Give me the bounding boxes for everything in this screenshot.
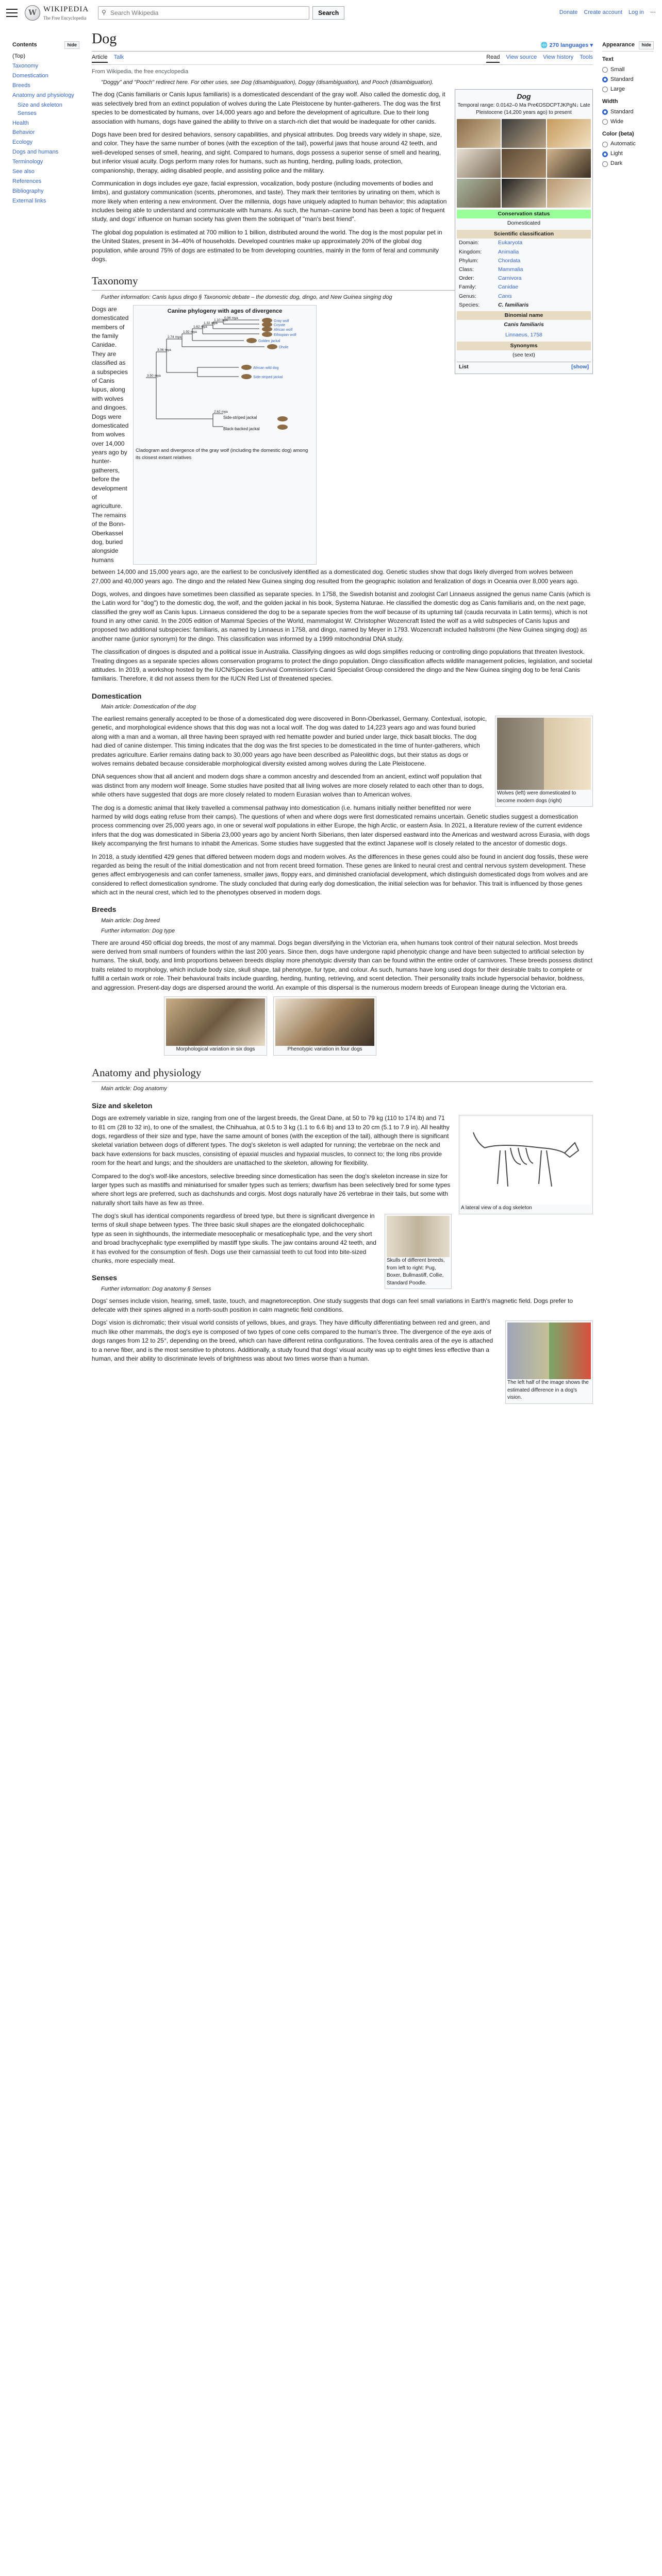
section-heading-senses: Senses (92, 1274, 118, 1282)
section-heading-breeds: Breeds (92, 905, 117, 914)
size-paragraph-1: Dogs are extremely variable in size, ranging from one of the largest breeds, the Great Dane, at 50 to 79 kg (110 to 174 lb) and 71 to 81 cm (28 to 32 in), to one of the smallest, the Chihuahua, at 0.5 to 3 kg (1.1 to 6.6 lb) and 13 to 20 cm (5.1 to 7.9 in). All healthy dogs, regardless of their size and type, have the same amount of bones (with the exception of the tail), although there is significant skeletal variation between dogs of different types. The dog's skeleton is well adapted for running; the vertebrae on the neck and back have extensions for back muscles, consisting of epaxial muscles and hypaxial muscles, to connect to; the long ribs provide room for the heart and lungs; and the shoulders are unattached to the skeleton, allowing for flexibility. (92, 1114, 450, 1167)
divergence-age-label: 1.32 mya (204, 321, 218, 325)
tab-tools[interactable]: Tools (580, 54, 593, 60)
phenotypic-caption: Phenotypic variation in four dogs (287, 1046, 362, 1052)
toc-item-external-links[interactable]: External links (12, 198, 46, 204)
user-links (559, 9, 656, 17)
phenotypic-figure[interactable] (273, 996, 376, 1056)
infobox-image-grid[interactable] (457, 119, 591, 208)
svg-text:Side-striped jackal: Side-striped jackal (223, 415, 257, 420)
taxonomy-paragraph-1: between 14,000 and 15,000 years ago, are the earliest to be conclusively identified as a domesticated dog. Genetic studies show that dogs likely diverged from wolves between 27,000 and 40,000 years ago. The dingo and the related New Guinea singing dog resulted from the geographic isolation and feralization of dogs in Oceania over 8,000 years ago. (92, 568, 579, 585)
text-standard-radio[interactable]: Standard (602, 76, 654, 84)
language-button[interactable]: 🌐 270 languages ▾ (540, 42, 593, 48)
toc-item-dogs-and-humans[interactable]: Dogs and humans (12, 149, 59, 156)
taxon-label[interactable]: Golden jackal (258, 339, 280, 343)
page-title: Dog (92, 31, 117, 47)
toc-item-anatomy[interactable]: Anatomy and physiology (12, 92, 74, 98)
domestication-paragraph-1: The earliest remains generally accepted to be those of a domesticated dog were discovered in Bonn-Oberkassel, Germany. Contextual, isotopic, genetic, and morphological evidence shows that this dog was not a local wolf. The dog was dated to 14,223 years ago and was found buried along with a man and a woman, all three having been sprayed with red hematite powder and buried under large, thick basalt blocks. The dog had died of canine distemper. This timing indicates that the dog was the first species to be domesticated in the time of hunter-gatherers, which predates agriculture. Earlier remains dating back to 30,000 years ago have been described as Paleolithic dogs, but their status as dogs or wolves remains debated because considerable morphological diversity existed among wolves during the Late Pleistocene. (92, 715, 487, 768)
toc-hide-button[interactable]: hide (64, 41, 79, 49)
toc-item-see-also[interactable]: See also (12, 168, 35, 175)
synonyms-band: Synonyms (457, 342, 591, 350)
dog-skeleton-drawing (469, 1122, 583, 1199)
size-paragraph-3: The dog's skull has identical components regardless of breed type, but there is significant divergence in terms of skull shape between types. The three basic skull shapes are the elongated dolichocephalic type as seen in sighthounds, the intermediate mesocephalic or mesaticephalic type, and the very short and broad brachycephalic type exemplified by mastiff type skulls. The jaw contains around 42 teeth, and it has evolved for the consumption of flesh. Dogs use their carnassial teeth to cut food into bite-sized chunks, more especially meat. (92, 1212, 376, 1265)
text-size-label: Text (602, 56, 614, 62)
divergence-age-label: 2.74 mya (168, 335, 181, 339)
infobox (455, 89, 593, 374)
toc-title: Contents (12, 42, 37, 48)
taxonomy-further-info: Further information: Canis lupus dingo § Taxonomic debate – the domestic dog, dingo, and New Guinea singing dog (101, 294, 392, 300)
text-large-radio[interactable]: Large (602, 86, 654, 94)
skeleton-image (461, 1117, 591, 1205)
taxon-label[interactable]: African wolf (274, 328, 293, 332)
infobox-title: Dog (517, 92, 531, 101)
skeleton-caption: A lateral view of a dog skeleton (461, 1205, 532, 1211)
morphological-figure[interactable] (164, 996, 267, 1056)
text-small-radio[interactable]: Small (602, 66, 654, 74)
taxon-row-phylum: Phylum: Chordata (459, 257, 521, 264)
search-input[interactable] (109, 9, 306, 17)
toc-item-taxonomy[interactable]: Taxonomy (12, 62, 39, 69)
taxon-row-order: Order: Carnivora (459, 275, 522, 282)
create-account-link[interactable]: Create account (584, 9, 623, 16)
search-box (98, 6, 309, 20)
donate-link[interactable]: Donate (559, 9, 578, 16)
intro-paragraph-1: The dog (Canis familiaris or Canis lupus familiaris) is a domesticated descendant of the gray wolf. Also called the domestic dog, it was selectively bred from an extinct population of wolves during the Late Pleistocene by hunter-gatherers. The dog was the first species to be domesticated by humans, over 14,000 years ago and before the development of agriculture. Due to their long association with humans, dogs have gained the ability to thrive on a starch-rich diet that would be inadequate for other canids. (92, 91, 445, 125)
toc-item-top[interactable]: (Top) (12, 53, 26, 59)
domestication-paragraph-2: DNA sequences show that all ancient and modern dogs share a common ancestry and descended from an ancient, extinct wolf population that was distinct from any modern wolf lineage. Some studies have posited that all living wolves are more closely related to each other than to dogs, while others have suggested that dogs are more closely related to modern Eurasian wolves than to American wolves. (92, 773, 484, 799)
infobox-temporal-range: Temporal range: 0.0142–0 Ma Pre€OSDCPTJKPgN↓ Late Pleistocene (14,200 years ago) to present (457, 102, 590, 116)
divergence-age-label: 3.50 mya (147, 374, 161, 378)
anatomy-main-article: Main article: Dog anatomy (101, 1085, 167, 1092)
breeds-paragraph-1: There are around 450 official dog breeds, the most of any mammal. Dogs began diversifying in the Victorian era, when humans took control of their natural selection. Most breeds were derived from small numbers of founders within the last 200 years. Since then, dogs have undergone rapid phenotypic change and have been subjected to artificial selection by humans. The skull, body, and limb proportions between breeds display more phenotypic diversity than can be found within the entire order of carnivores. These breeds possess distinct traits related to morphology, which include body size, skull shape, tail phenotype, fur type, and colour. As such, humans have long used dogs for their desirable traits to complete or fulfill a certain work or role. Their behavioural traits include guarding, herding, hunting, retrieving, and scent detection. Their personality traits include hypersocial behavior, boldness, and aggression. Present-day dogs are dispersed around the world. An example of this dispersal is the numerous modern breeds of European lineage during the Victorian era. (92, 939, 593, 991)
tab-view-history[interactable]: View history (543, 54, 574, 60)
skeleton-figure[interactable] (459, 1115, 593, 1214)
list-show-toggle[interactable]: [show] (571, 364, 589, 370)
taxon-row-class: Class: Mammalia (459, 266, 523, 273)
toc-subitem-size[interactable]: Size and skeleton (18, 101, 62, 108)
globe-icon: W (25, 5, 40, 21)
taxonomy-side-text: Dogs are domesticated members of the family Canidae. They are classified as a subspecies of Canis lupus, along with wolves and dingoes. Dogs were domesticated from wolves over 14,000 years ago by hunter-gatherers, before the development of agriculture. The remains of the Bonn-Oberkassel dog, buried alongside humans (92, 305, 129, 564)
vision-caption: The left half of the image shows the estimated difference in a dog's vision. (507, 1380, 589, 1401)
toc-subitem-senses[interactable]: Senses (18, 110, 37, 116)
width-label: Width (602, 98, 618, 105)
binomial-name: Canis familiaris (504, 321, 544, 328)
morphological-image (166, 998, 265, 1046)
divergence-age-label: 1.92 mya (183, 330, 197, 334)
divergence-age-label: 0.96 mya (224, 316, 238, 320)
toc-item-bibliography[interactable]: Bibliography (12, 188, 44, 195)
toc-item-breeds[interactable]: Breeds (12, 82, 30, 89)
tab-read[interactable]: Read (486, 54, 500, 63)
breeds-further-info: Further information: Dog type (101, 927, 175, 934)
toc-item-references[interactable]: References (12, 178, 42, 185)
search-icon: ⚲ (102, 9, 106, 16)
classification-band: Scientific classification (457, 230, 591, 239)
page-tabs (92, 54, 593, 65)
toc-item-behavior[interactable]: Behavior (12, 129, 35, 136)
domestication-main-article: Main article: Domestication of the dog (101, 704, 196, 710)
article-content (92, 29, 593, 1408)
conservation-value: Domesticated (507, 219, 541, 226)
width-wide-radio[interactable]: Wide (602, 118, 654, 126)
toc-item-terminology[interactable]: Terminology (12, 159, 43, 165)
log-in-link[interactable]: Log in (628, 9, 644, 16)
appearance-panel (602, 41, 654, 170)
section-heading-anatomy: Anatomy and physiology (92, 1065, 593, 1082)
appearance-title: Appearance (602, 42, 635, 48)
section-heading-domestication: Domestication (92, 691, 142, 700)
more-options-icon[interactable]: ⋯ (650, 9, 656, 16)
synonyms-value: (see text) (512, 351, 535, 358)
wordmark-title: WIKIPEDIA (43, 5, 89, 13)
intro-paragraph-4: The global dog population is estimated at 700 million to 1 billion, distributed around the world. The dog is the most popular pet in the United States, present in 34–40% of households. Developed countries make up approximately 20% of the global dog population, while around 75% of dogs are estimated to be from developing countries, mainly in the form of feral and community dogs. (92, 228, 442, 263)
size-paragraph-2: Compared to the dog's wolf-like ancestors, selective breeding since domestication has seen the dog's skeleton increase in size for larger types such as mastiffs and miniaturised for smaller types such as terriers; dwarfism has been selectively bred for some types where short legs are preferred, such as dachshunds and corgis. Most dogs naturally have 26 vertebrae in their tails, but some with naturally short tails have as few as three. (92, 1172, 451, 1207)
domestication-paragraph-4: In 2018, a study identified 429 genes that differed between modern dogs and modern wolves. As the differences in these genes could also be found in ancient dog fossils, these were regarded as being the result of the initial domestication and not from recent breed formation. These genes are linked to neural crest and central nervous system development. These genes affect embryogenesis and can confer tameness, smaller jaws, floppy ears, and diminished craniofacial development, which distinguish domesticated dogs from wolves and are considered to reflect domestication syndrome. The study concluded that during early dog domestication, the initial selection was for behavior. This trait is influenced by those genes which act in the neural crest, which led to the phenotypes observed in modern dogs. (92, 853, 588, 896)
taxonomy-paragraph-3: The classification of dingoes is disputed and a political issue in Australia. Classifying dingoes as wild dogs simplifies reducing or controlling dingo populations that threaten livestock. Treating dingoes as a separate species allows conservation programs to protect the dingo population. Dingo classification affects wildlife management policies, legislation, and societal attitudes. In 2019, a workshop hosted by the IUCN/Species Survival Commission's Canid Specialist Group considered the dingo and the New Guinea singing dog to be feral Canis familiaris. Therefore, it did not assess them for the IUCN Red List of threatened species. (92, 648, 592, 683)
wordmark-subtitle: The Free Encyclopedia (43, 15, 87, 21)
section-heading-taxonomy: Taxonomy (92, 273, 593, 290)
cladogram (136, 316, 314, 445)
toc-item-domestication[interactable]: Domestication (12, 72, 48, 79)
appearance-hide-button[interactable]: hide (639, 41, 654, 49)
skulls-figure[interactable] (385, 1214, 452, 1289)
taxon-label[interactable]: Dhole (279, 345, 289, 349)
translate-icon: 🌐 (540, 42, 550, 48)
from-wikipedia: From Wikipedia, the free encyclopedia (92, 68, 189, 75)
section-heading-size: Size and skeleton (92, 1101, 153, 1110)
list-label: List (459, 364, 469, 370)
vision-figure[interactable] (505, 1320, 593, 1404)
divergence-age-label: 2.62 mya (214, 410, 228, 414)
skulls-caption: Skulls of different breeds, from left to right: Pug, Boxer, Bullmastiff, Collie, Standard Poodle. (387, 1258, 445, 1286)
senses-paragraph-1: Dogs' senses include vision, hearing, smell, taste, touch, and magnetoreception. One study suggests that dogs can feel small variations in Earth's magnetic field. Dogs prefer to defecate with their spines aligned in a north-south position in calm magnetic field conditions. (92, 1297, 573, 1314)
main-menu-icon[interactable] (6, 9, 18, 17)
color-automatic-radio[interactable]: Automatic (602, 140, 654, 148)
morphological-caption: Morphological variation in six dogs (176, 1046, 255, 1052)
divergence-age-label: 3.06 mya (157, 348, 171, 352)
breed-figure-row (164, 996, 593, 1056)
infobox-list (457, 362, 591, 372)
senses-paragraph-2: Dogs' vision is dichromatic; their visual world consists of yellows, blues, and grays. They have difficulty differentiating between red and green, and much like other mammals, the dog's eye is composed of two types of cone cells compared to the human's three. The divergence of the eye axis of dogs ranges from 12 to 25°, depending on the breed, which can have different retina configurations. The fovea centralis area of the eye is attached to a nerve fiber, and is the most sensitive to photons. Additionally, a study found that dogs' visual acuity was up to eight times less effective than a human, and their ability to discriminate levels of brightness was about two times worse than a human. (92, 1319, 493, 1362)
toc-item-ecology[interactable]: Ecology (12, 139, 33, 146)
taxon-label[interactable]: Side-striped jackal (253, 375, 283, 379)
taxon-label[interactable]: Gray wolf (274, 319, 289, 323)
vision-image (507, 1323, 591, 1379)
binomial-band: Binomial name (457, 311, 591, 320)
wolf-dog-figure[interactable] (495, 716, 593, 807)
wolf-dog-caption: Wolves (left) were domesticated to become modern dogs (right) (497, 790, 576, 804)
phenotypic-image (275, 998, 374, 1046)
tab-talk[interactable]: Talk (113, 54, 124, 60)
toc-item-health[interactable]: Health (12, 120, 29, 126)
tab-view-source[interactable]: View source (506, 54, 537, 60)
taxon-label[interactable]: Coyote (274, 323, 286, 327)
taxon-row-genus: Genus: Canis (459, 293, 512, 299)
taxon-row-family: Family: Canidae (459, 284, 519, 291)
taxonomy-paragraph-2: Dogs, wolves, and dingoes have sometimes been classified as separate species. In 1758, the Swedish botanist and zoologist Carl Linnaeus assigned the genus name Canis (which is the Latin word for "dog") to the domestic dog, the wolf, and the golden jackal in his book, Systema Naturae. He classified the domestic dog as Canis familiaris and, on the next page, classified the grey wolf as Canis lupus. Linnaeus considered the dog to be a separate species from the wolf because of its upturning tail (cauda recurvata in Latin terms), which is not found in any other canid. In the 2005 edition of Mammal Species of the World, mammalogist W. Christopher Wozencraft listed the wolf as a wild subspecies of Canis lupus and proposed two additional subspecies: familiaris, as named by Linnaeus in 1758, and dingo, named by Meyer in 1793. Wozencraft included hallstromi (the New Guinea singing dog) as another name (junior synonym) for the dingo. This classification was informed by a 1999 mitochondrial DNA study. (92, 590, 591, 642)
hatnote: "Doggy" and "Pooch" redirect here. For other uses, see Dog (disambiguation), Doggy (disambiguation), and Pooch (disambiguation). (101, 79, 434, 86)
skulls-image (387, 1216, 450, 1257)
conservation-band: Conservation status (457, 210, 591, 218)
taxon-row-kingdom: Kingdom: Animalia (459, 248, 519, 255)
color-label: Color (beta) (602, 130, 634, 137)
taxon-row-domain: Domain: Eukaryota (459, 240, 523, 246)
divergence-age-label: 1.10 mya (214, 318, 228, 322)
taxon-label[interactable]: Ethiopian wolf (274, 333, 296, 337)
svg-text:Black-backed jackal: Black-backed jackal (223, 426, 260, 431)
top-header (0, 0, 662, 26)
intro-paragraph-2: Dogs have been bred for desired behaviors, sensory capabilities, and physical attributes. Dog breeds vary widely in shape, size, and color. They have the same number of bones (with the exception of the tail), powerful jaws that house around 42 teeth, and well-developed senses of smell, hearing, and sight. Compared to humans, dogs possess a superior sense of smell and hearing, but inferior visual acuity. Dogs perform many roles for humans, such as hunting, herding, pulling loads, protection, companionship, therapy, aiding disabled people, and assisting police and the military. (92, 130, 442, 174)
color-dark-radio[interactable]: Dark (602, 160, 654, 168)
divergence-age-label: 1.62 mya (193, 325, 207, 329)
tab-article[interactable]: Article (92, 54, 108, 63)
phylogeny-title: Canine phylogeny with ages of divergence (167, 308, 283, 314)
color-light-radio[interactable]: Light (602, 150, 654, 158)
intro-paragraph-3: Communication in dogs includes eye gaze, facial expression, vocalization, body posture (including movements of bodies and limbs), and gustatory communication (scents, pheromones, and taste). They mark their territories by urinating on them, which is more likely when entering a new environment. Over the millennia, dogs have uniquely adapted to human behavior; this adaptation includes being able to understand and communicate with humans. As such, the human–canine bond has been a topic of frequent study, and dogs' influence on human society has given them the sobriquet of "man's best friend". (92, 179, 447, 223)
binomial-author[interactable]: Linnaeus, 1758 (505, 331, 542, 338)
breeds-main-article: Main article: Dog breed (101, 917, 160, 924)
taxon-label[interactable]: African wild dog (253, 366, 279, 370)
wolf-dog-image (497, 718, 591, 790)
taxon-row-species: Species: C. familiaris (459, 301, 529, 308)
phylogeny-caption: Cladogram and divergence of the gray wolf (including the domestic dog) among its closest extant relatives (136, 448, 308, 461)
width-standard-radio[interactable]: Standard (602, 108, 654, 116)
phylogeny-figure[interactable] (133, 305, 317, 565)
wikipedia-logo[interactable] (25, 4, 89, 22)
search-button[interactable]: Search (312, 6, 344, 20)
senses-further-info: Further information: Dog anatomy § Senses (101, 1285, 211, 1292)
table-of-contents (12, 41, 79, 207)
domestication-paragraph-3: The dog is a domestic animal that likely travelled a commensal pathway into domestication (i.e. humans initially neither benefitted nor were harmed by wild dogs eating refuse from their camps). The questions of when and where dogs were first domesticated remains uncertain. Genetic studies suggest a domestication process commencing over 25,000 years ago, in one or several wolf populations in either Europe, the high Arctic, or eastern Asia. In 2021, a literature review of the current evidence infers that the dog was domesticated in Siberia 23,000 years ago by ancient North Siberians, then later dispersed eastward into the Americas and westward across Eurasia, with dogs likely accompanying the first humans to inhabit the Americas. Some studies have suggested that the extinct Japanese wolf is closely related to the ancestor of domestic dogs. (92, 804, 590, 848)
